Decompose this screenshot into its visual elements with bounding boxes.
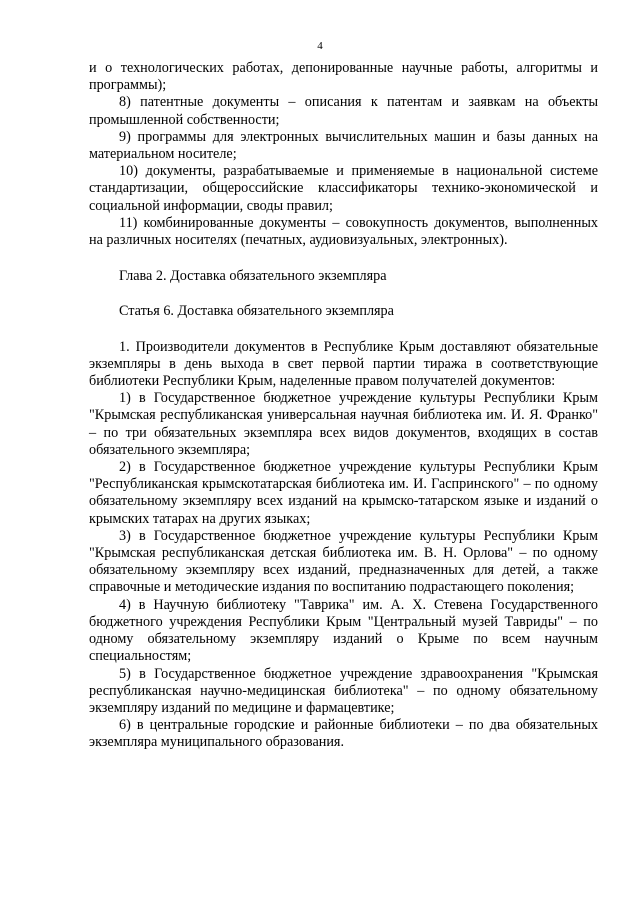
article-item-5: 5) в Государственное бюджетное учреждение здравоохранения "Крымская республиканская научно-медицинская библиотека" – по одному обязательному экземпляру изданий по медицине и фармацевтике; (89, 665, 598, 716)
article-item-2: 2) в Государственное бюджетное учреждение культуры Республики Крым "Республиканская крымскотатарская библиотека им. И. Гаспринского" – по одному обязательному экземпляру всех изданий на крымско-татарском языке и изданий о крымских татарах на других языках; (89, 459, 598, 527)
document-body (89, 60, 598, 752)
list-item-7-continued: и о технологических работах, депонированные научные работы, алгоритмы и программы); (89, 60, 598, 94)
list-item-10: 10) документы, разрабатываемые и применяемые в национальной системе стандартизации, общероссийские классификаторы технико-экономической и социальной информации, своды правил; (89, 163, 598, 214)
article-item-6: 6) в центральные городские и районные библиотеки – по два обязательных экземпляра муниципального образования. (89, 717, 598, 751)
list-item-8: 8) патентные документы – описания к патентам и заявкам на объекты промышленной собственности; (89, 94, 598, 128)
article-item-3: 3) в Государственное бюджетное учреждение культуры Республики Крым "Крымская республиканская детская библиотека им. В. Н. Орлова" – по одному обязательному экземпляру всех изданий, предназначенных для детей, а также справочные и методические издания по воспитанию подрастающего поколения; (89, 527, 598, 596)
article-item-4: 4) в Научную библиотеку "Таврика" им. А. Х. Стевена Государственного бюджетного учреждения Республики Крым "Центральный музей Тавриды" – по одному обязательному экземпляру изданий о Крыме по всем научным специальностям; (89, 596, 598, 665)
article-heading: Статья 6. Доставка обязательного экземпляра (119, 303, 394, 320)
page-number: 4 (317, 40, 323, 52)
list-item-9: 9) программы для электронных вычислительных машин и базы данных на материальном носителе; (89, 128, 598, 163)
list-item-11: 11) комбинированные документы – совокупность документов, выполненных на различных носителях (печатных, аудиовизуальных, электронных). (89, 214, 598, 249)
article-paragraph-1: 1. Производители документов в Республике Крым доставляют обязательные экземпляры в день выхода в свет первой партии тиража в соответствующие библиотеки Республики Крым, наделенные правом получателей документов: (89, 338, 598, 390)
article-item-1: 1) в Государственное бюджетное учреждение культуры Республики Крым "Крымская республиканская универсальная научная библиотека им. И. Я. Франко" – по три обязательных экземпляра всех видов документов, входящих в состав обязательного экземпляра; (89, 390, 598, 458)
chapter-heading: Глава 2. Доставка обязательного экземпляра (119, 268, 387, 285)
